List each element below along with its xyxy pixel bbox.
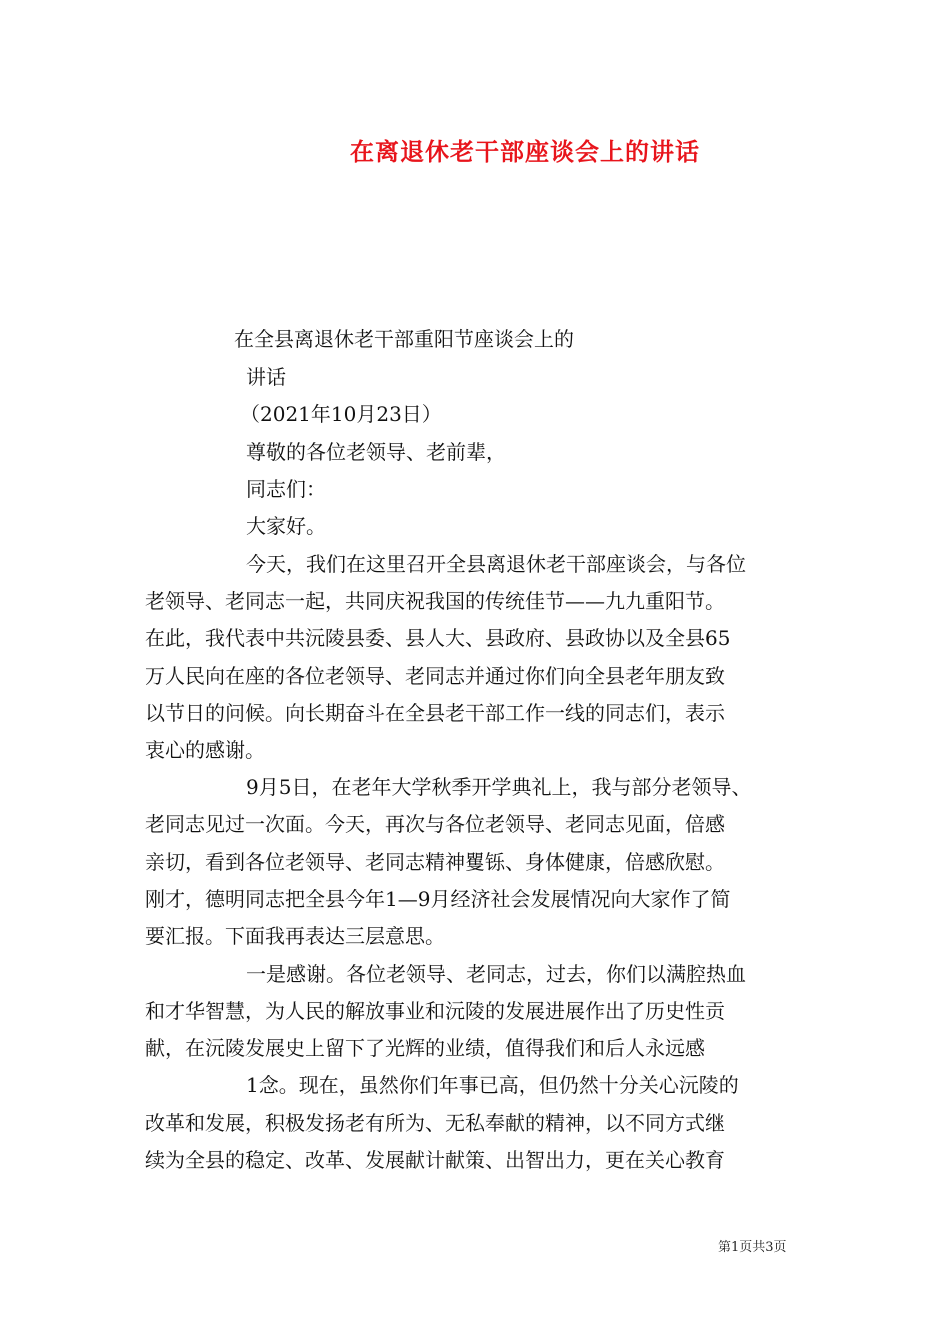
paragraph-1-line: 在此，我代表中共沅陵县委、县人大、县政府、县政协以及全县65 — [145, 626, 731, 650]
paragraph-1-line: 老领导、老同志一起，共同庆祝我国的传统佳节——九九重阳节。 — [145, 589, 725, 613]
paragraph-1-line: 以节日的问候。向长期奋斗在全县老干部工作一线的同志们，表示 — [145, 701, 725, 725]
heading-line-2: 讲话 — [246, 365, 286, 389]
paragraph-4-line: 1念。现在，虽然你们年事已高，但仍然十分关心沅陵的 — [246, 1073, 739, 1097]
greeting-line: 大家好。 — [246, 514, 326, 538]
salutation-line-2: 同志们： — [246, 477, 326, 501]
paragraph-3-line: 一是感谢。各位老领导、老同志，过去，你们以满腔热血 — [246, 962, 746, 986]
salutation-line-1: 尊敬的各位老领导、老前辈， — [246, 440, 506, 464]
paragraph-2-line: 9月5日，在老年大学秋季开学典礼上，我与部分老领导、 — [246, 775, 752, 799]
page-number: 第1页共3页 — [718, 1240, 787, 1255]
heading-line-1: 在全县离退休老干部重阳节座谈会上的 — [234, 327, 574, 351]
paragraph-2-line: 老同志见过一次面。今天，再次与各位老领导、老同志见面，倍感 — [145, 812, 725, 836]
paragraph-1-line: 衷心的感谢。 — [145, 738, 265, 762]
paragraph-2-line: 刚才，德明同志把全县今年1—9月经济社会发展情况向大家作了简 — [145, 887, 731, 911]
paragraph-1-line: 今天，我们在这里召开全县离退休老干部座谈会，与各位 — [246, 552, 746, 576]
paragraph-4-line: 改革和发展，积极发扬老有所为、无私奉献的精神，以不同方式继 — [145, 1111, 725, 1135]
paragraph-2-line: 要汇报。下面我再表达三层意思。 — [145, 924, 445, 948]
paragraph-3-line: 献，在沅陵发展史上留下了光辉的业绩，值得我们和后人永远感 — [145, 1036, 705, 1060]
paragraph-3-line: 和才华智慧，为人民的解放事业和沅陵的发展进展作出了历史性贡 — [145, 999, 725, 1023]
paragraph-1-line: 万人民向在座的各位老领导、老同志并通过你们向全县老年朋友致 — [145, 664, 725, 688]
paragraph-2-line: 亲切，看到各位老领导、老同志精神矍铄、身体健康，倍感欣慰。 — [145, 850, 725, 874]
document-title: 在离退休老干部座谈会上的讲话 — [350, 137, 700, 166]
paragraph-4-line: 续为全县的稳定、改革、发展献计献策、出智出力，更在关心教育 — [145, 1148, 725, 1172]
speech-date: （2021年10月23日） — [240, 402, 442, 426]
